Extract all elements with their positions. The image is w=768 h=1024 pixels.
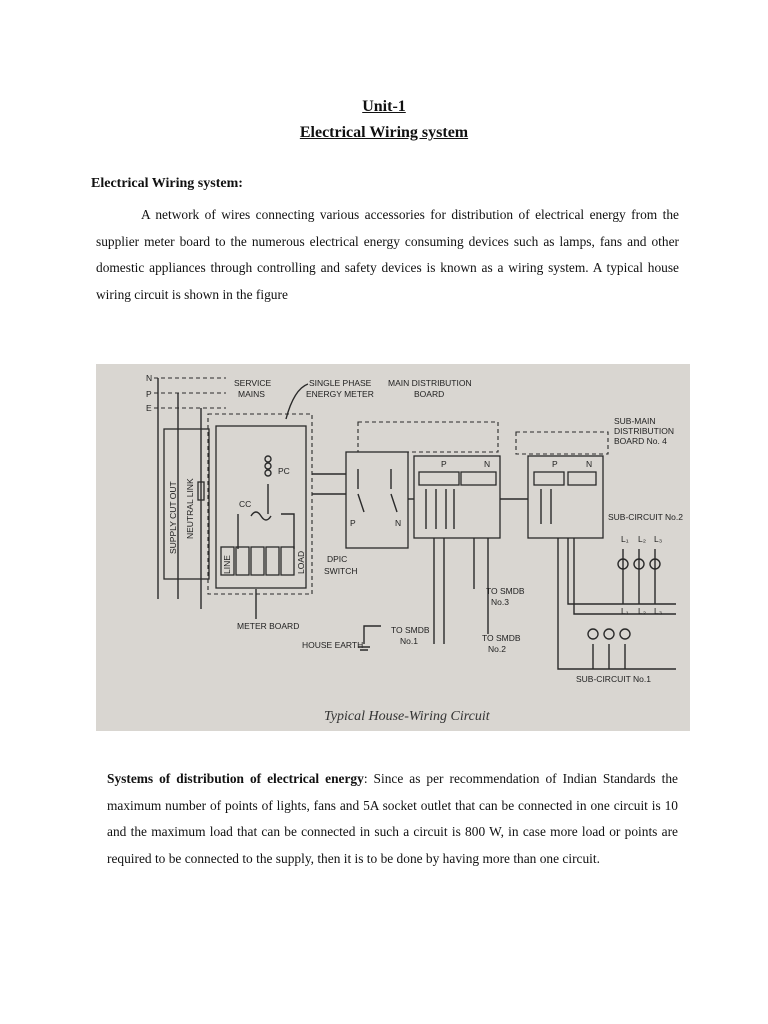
label-smdb1-a: TO SMDB — [391, 625, 430, 635]
intro-paragraph — [96, 202, 679, 308]
label-smdb1-b: No.1 — [400, 636, 418, 646]
label-board-no4: BOARD No. 4 — [614, 436, 667, 446]
label-l2-a: L₂ — [638, 534, 647, 544]
unit-heading: Electrical Wiring system — [299, 124, 469, 141]
label-n-switch: N — [395, 518, 402, 528]
label-meter-board: METER BOARD — [237, 621, 300, 631]
label-mdb-p: P — [441, 459, 447, 469]
label-load: LOAD — [296, 550, 306, 574]
label-l1-b: L₁ — [621, 606, 629, 616]
figure-caption: Typical House-Wiring Circuit — [324, 709, 490, 724]
distribution-heading: Systems of distribution of electrical energy — [107, 771, 364, 786]
label-p: P — [146, 389, 152, 399]
label-mains: MAINS — [238, 389, 265, 399]
label-e: E — [146, 403, 152, 413]
intro-text: A network of wires connecting various accessories for distribution of electrical energy from the supplier meter board to the numerous electrical energy consuming devices such as lamps, fans and other domestic appliances through controlling and safety devices is known as a wiring system. A typical house wiring circuit is shown in the figure — [96, 207, 679, 302]
label-l3-a: L₃ — [654, 534, 663, 544]
label-energy-meter: ENERGY METER — [306, 389, 374, 399]
label-smdb3-a: TO SMDB — [486, 586, 525, 596]
distribution-text: : Since as per recommendation of Indian Standards the maximum number of points of lights, fans and 5A socket outlet that can be connected in one circuit is 10 and the maximum load that can be connected in such a circuit is 800 W, in case more load or points are required to be connected to the supply, then it is to be done by having more than one circuit. — [107, 771, 678, 866]
label-board: BOARD — [414, 389, 445, 399]
label-smdb2-b: No.2 — [488, 644, 506, 654]
label-line: LINE — [222, 555, 232, 574]
label-smdb-p: P — [552, 459, 558, 469]
label-supply-cut-out: SUPPLY CUT OUT — [168, 481, 178, 554]
label-main-distribution: MAIN DISTRIBUTION — [388, 378, 472, 388]
label-sub-circuit-1: SUB-CIRCUIT No.1 — [576, 674, 651, 684]
distribution-paragraph — [107, 766, 678, 872]
label-smdb2-a: TO SMDB — [482, 633, 521, 643]
label-smdb-n: N — [586, 459, 593, 469]
label-neutral-link: NEUTRAL LINK — [185, 478, 195, 539]
label-sub-main: SUB-MAIN — [614, 416, 656, 426]
label-l3-b: L₃ — [654, 606, 663, 616]
wiring-diagram-figure — [96, 364, 690, 731]
label-house-earth: HOUSE EARTH — [302, 640, 364, 650]
wiring-diagram — [96, 364, 690, 731]
unit-label: Unit-1 — [362, 98, 406, 115]
label-distribution: DISTRIBUTION — [614, 426, 674, 436]
label-sub-circuit-2: SUB-CIRCUIT No.2 — [608, 512, 683, 522]
label-l2-b: L₂ — [638, 606, 647, 616]
label-pc: PC — [278, 466, 290, 476]
label-cc: CC — [239, 499, 252, 509]
label-single-phase: SINGLE PHASE — [309, 378, 372, 388]
label-l1-a: L₁ — [621, 534, 629, 544]
label-n: N — [146, 373, 153, 383]
section-heading: Electrical Wiring system: — [91, 176, 243, 191]
label-p-switch: P — [350, 518, 356, 528]
label-mdb-n: N — [484, 459, 491, 469]
label-dpic: DPIC — [327, 554, 348, 564]
label-service: SERVICE — [234, 378, 272, 388]
label-switch: SWITCH — [324, 566, 358, 576]
page-title — [0, 94, 768, 146]
label-smdb3-b: No.3 — [491, 597, 509, 607]
